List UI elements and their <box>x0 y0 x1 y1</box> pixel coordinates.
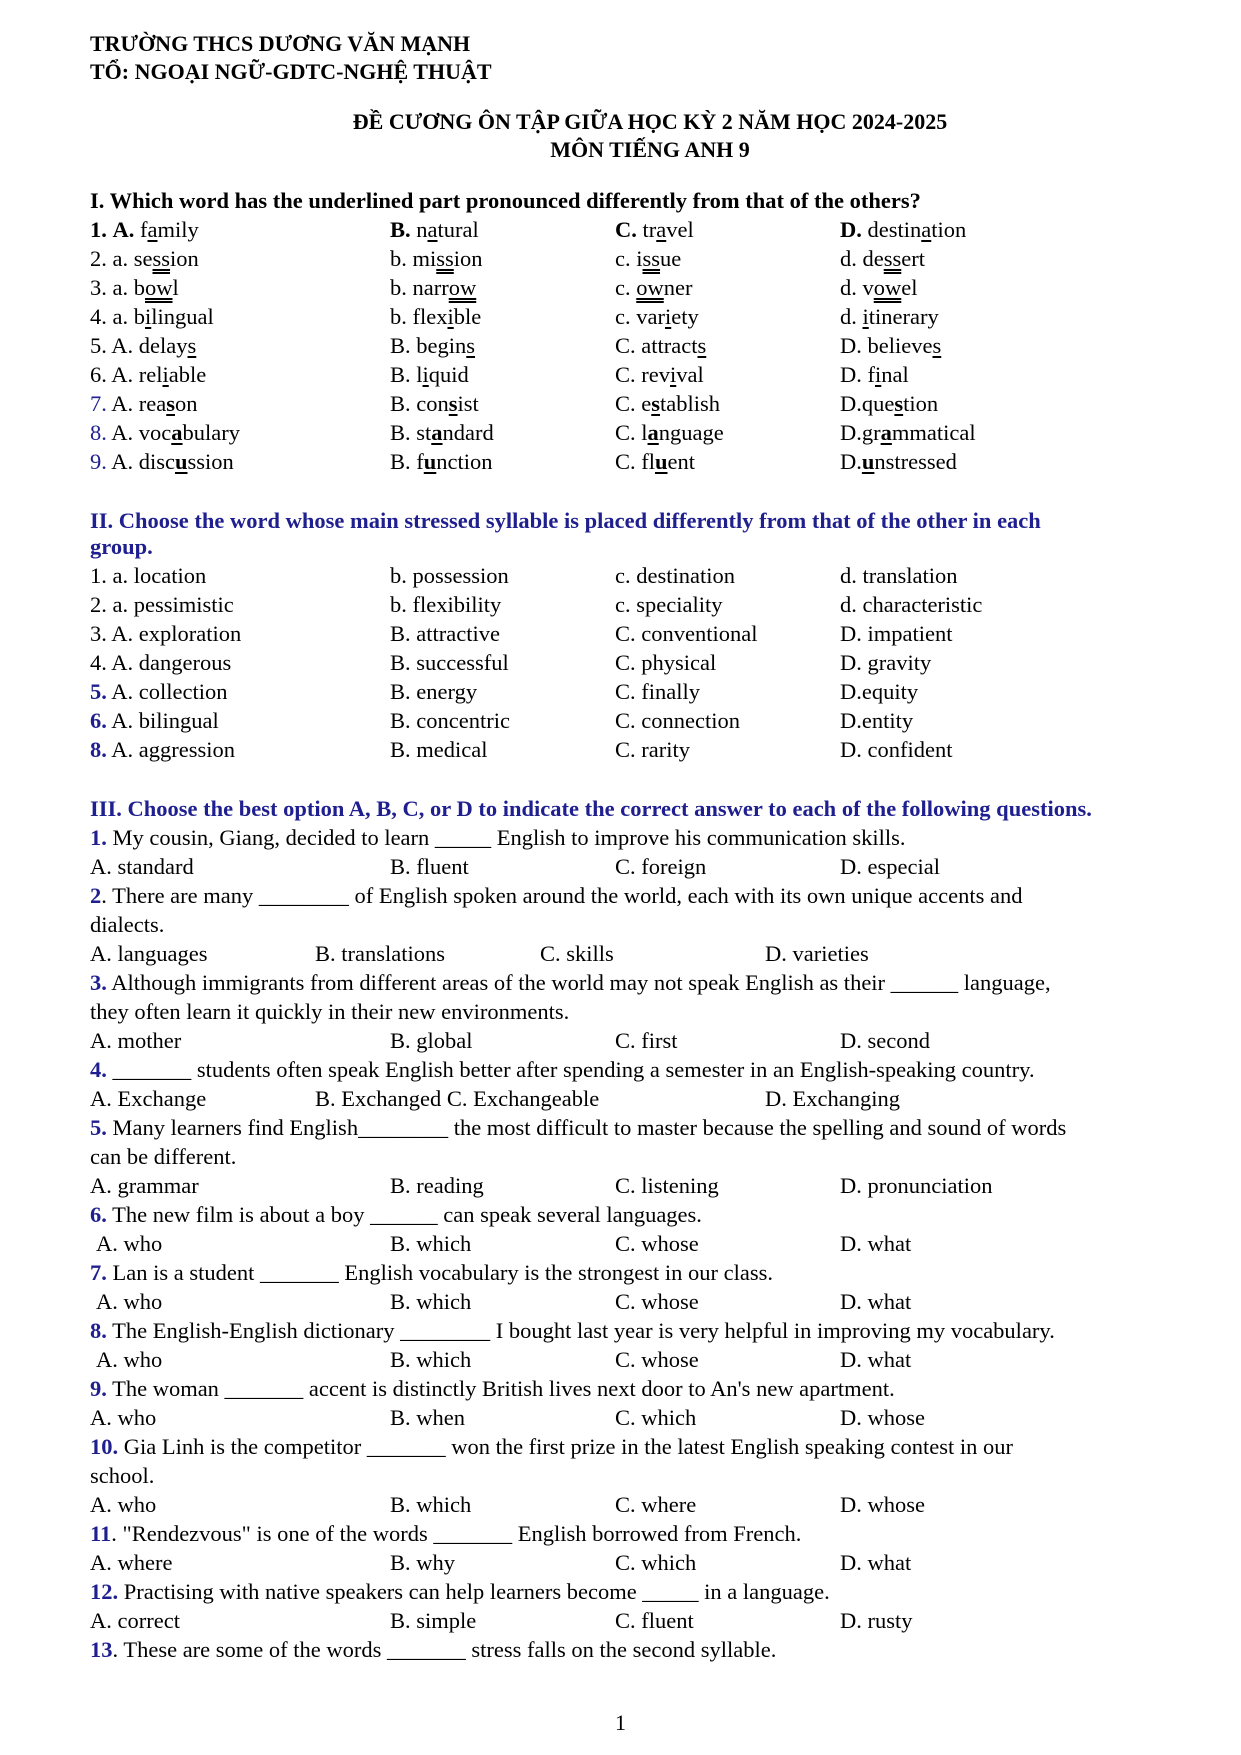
answer-option[interactable]: C. which <box>615 1550 697 1575</box>
question-number: 4. <box>90 650 107 675</box>
option-c: C. revival <box>615 362 704 387</box>
section-1-row <box>90 389 1210 418</box>
question-text-cont <box>90 1461 1210 1490</box>
underlined-part: i <box>862 304 869 329</box>
option-b: b. flexible <box>390 304 482 329</box>
option-letter: C. <box>615 449 636 474</box>
question-text <box>90 1577 1210 1606</box>
option-letter: a. <box>112 304 129 329</box>
underlined-part: ow <box>873 275 902 300</box>
option-d: D.question <box>840 391 939 416</box>
option-d: d. vowel <box>840 275 918 300</box>
answer-options <box>90 1606 1210 1635</box>
underlined-part: i <box>422 362 429 387</box>
option-letter: B. <box>390 391 411 416</box>
option-d: D. gravity <box>840 650 932 675</box>
answer-option[interactable]: B. translations <box>315 941 445 966</box>
answer-option[interactable]: C. whose <box>615 1231 699 1256</box>
question-text <box>90 1374 1210 1403</box>
answer-option[interactable]: D. what <box>840 1289 912 1314</box>
option-a: 6. A. reliable <box>90 362 207 387</box>
underlined-part: s <box>697 333 707 358</box>
section-2-row <box>90 677 1210 706</box>
answer-option[interactable]: D. Exchanging <box>765 1086 900 1111</box>
answer-options <box>90 1548 1210 1577</box>
answer-option[interactable]: A. who <box>96 1231 163 1256</box>
question-number: 1. <box>90 825 107 850</box>
option-letter: D. <box>840 449 862 474</box>
underlined-part: a <box>147 217 158 242</box>
underlined-part: ow <box>636 275 664 300</box>
option-letter: A. <box>112 217 135 242</box>
answer-options <box>90 1026 1210 1055</box>
option-d: D.grammatical <box>840 420 976 445</box>
underlined-part: i <box>162 362 169 387</box>
question-number: 5. <box>90 333 107 358</box>
section-1-row <box>90 215 1210 244</box>
option-a <box>90 590 234 619</box>
option-letter: c. <box>615 246 631 271</box>
question-number: 11 <box>90 1521 112 1546</box>
answer-options <box>90 1084 1210 1113</box>
answer-option[interactable]: B. fluent <box>390 854 469 879</box>
question-number: 7. <box>90 1260 107 1285</box>
option-c: C. connection <box>615 708 740 733</box>
option-text: A. aggression <box>111 737 235 762</box>
answer-option[interactable]: A. who <box>96 1289 163 1314</box>
answer-options <box>90 1287 1210 1316</box>
answer-option[interactable]: D. rusty <box>840 1608 913 1633</box>
section-1-row <box>90 273 1210 302</box>
answer-option[interactable]: D. what <box>840 1550 912 1575</box>
option-letter: C. <box>615 391 636 416</box>
answer-option[interactable]: A. who <box>90 1405 157 1430</box>
underlined-part: s <box>448 391 458 416</box>
section-1-row <box>90 302 1210 331</box>
underlined-part: s <box>187 333 197 358</box>
answer-option[interactable]: A. standard <box>90 854 194 879</box>
option-c: c. owner <box>615 275 693 300</box>
underlined-part: a <box>647 420 659 445</box>
underlined-part: ow <box>448 275 477 300</box>
underlined-part: s <box>166 391 175 416</box>
section-2-row <box>90 648 1210 677</box>
section-2-row <box>90 735 1210 764</box>
option-text: a. location <box>112 563 207 588</box>
option-a: 2. a. session <box>90 246 199 271</box>
answer-options <box>90 1490 1210 1519</box>
option-d: D. confident <box>840 737 953 762</box>
document-page <box>90 30 1210 1664</box>
option-d: d. characteristic <box>840 592 983 617</box>
option-a: 4. a. bilingual <box>90 304 214 329</box>
option-a <box>90 619 241 648</box>
answer-option[interactable]: A. languages <box>90 941 208 966</box>
answer-option[interactable]: C. whose <box>615 1347 699 1372</box>
underlined-part: a <box>427 217 438 242</box>
question-line: Practising with native speakers can help learners become _____ in a language. <box>123 1579 830 1604</box>
document-subtitle: MÔN TIẾNG ANH 9 <box>550 137 750 162</box>
answer-options <box>90 1229 1210 1258</box>
answer-option[interactable]: B. which <box>390 1289 472 1314</box>
option-c: C. physical <box>615 650 717 675</box>
answer-options <box>90 939 1210 968</box>
answer-option[interactable]: A. Exchange <box>90 1086 207 1111</box>
question-line: school. <box>90 1463 155 1488</box>
option-a: 8. A. vocabulary <box>90 420 240 445</box>
option-a: 1. A. family <box>90 217 199 242</box>
question-line: dialects. <box>90 912 165 937</box>
answer-option[interactable]: B. which <box>390 1347 472 1372</box>
page-number: 1 <box>615 1710 626 1735</box>
question-text <box>90 1432 1210 1461</box>
option-b: b. possession <box>390 563 509 588</box>
section-2-row <box>90 590 1210 619</box>
option-letter: A. <box>111 362 134 387</box>
underlined-part: u <box>655 449 668 474</box>
option-c: c. destination <box>615 563 735 588</box>
underlined-part: i <box>447 304 454 329</box>
option-text: A. dangerous <box>111 650 232 675</box>
option-b: B. liquid <box>390 362 469 387</box>
option-letter: D. <box>840 217 862 242</box>
question-text <box>90 968 1210 997</box>
answer-option[interactable]: A. grammar <box>90 1173 199 1198</box>
option-d: D. final <box>840 362 909 387</box>
section-3-list <box>90 823 1210 1664</box>
underlined-part: ss <box>642 246 661 271</box>
option-d: d. itinerary <box>840 304 939 329</box>
answer-option[interactable]: A. where <box>90 1550 173 1575</box>
option-d: d. translation <box>840 563 958 588</box>
underlined-part: ss <box>883 246 902 271</box>
section-2-row <box>90 561 1210 590</box>
question-line: can be different. <box>90 1144 237 1169</box>
option-letter: b. <box>390 275 407 300</box>
answer-option[interactable]: A. correct <box>90 1608 180 1633</box>
question-number: 5. <box>90 1115 107 1140</box>
answer-option[interactable]: B. reading <box>390 1173 484 1198</box>
option-b: b. narrow <box>390 275 477 300</box>
underlined-part: i <box>875 362 882 387</box>
option-d: D. believes <box>840 333 942 358</box>
question-number: 4. <box>90 304 107 329</box>
option-a <box>90 561 206 590</box>
question-line: _______ students often speak English better after spending a semester in an English-speaking country. <box>112 1057 1035 1082</box>
question-number: 4. <box>90 1057 107 1082</box>
question-text <box>90 1316 1210 1345</box>
question-number: 6. <box>90 708 107 733</box>
answer-option[interactable]: B. Exchanged C. Exchangeable <box>315 1086 600 1111</box>
question-text-cont <box>90 910 1210 939</box>
underlined-part: ss <box>436 246 454 271</box>
question-line: Many learners find English________ the most difficult to master because the spelling and sound of words <box>112 1115 1067 1140</box>
answer-option[interactable]: C. skills <box>540 941 614 966</box>
question-number: 6. <box>90 362 107 387</box>
option-d: D.entity <box>840 708 914 733</box>
option-d: D. impatient <box>840 621 953 646</box>
question-line: The new film is about a boy ______ can speak several languages. <box>112 1202 702 1227</box>
option-letter: A. <box>111 420 134 445</box>
answer-option[interactable]: C. where <box>615 1492 697 1517</box>
option-letter: d. <box>840 275 857 300</box>
option-a <box>90 706 219 735</box>
underlined-part: i <box>145 304 152 329</box>
question-number: 2. <box>90 246 107 271</box>
option-b: B. medical <box>390 737 488 762</box>
option-a: 7. A. reason <box>90 391 198 416</box>
underlined-part: s <box>894 391 904 416</box>
option-letter: c. <box>615 275 631 300</box>
option-c: c. speciality <box>615 592 723 617</box>
question-line: . "Rendezvous" is one of the words _______ English borrowed from French. <box>111 1521 802 1546</box>
answer-option[interactable]: C. fluent <box>615 1608 694 1633</box>
answer-option[interactable]: D. whose <box>840 1405 925 1430</box>
question-number: 3. <box>90 275 107 300</box>
question-line: My cousin, Giang, decided to learn _____ English to improve his communication skills. <box>112 825 906 850</box>
answer-option[interactable]: D. what <box>840 1231 912 1256</box>
school-name: TRƯỜNG THCS DƯƠNG VĂN MẠNH <box>90 31 471 56</box>
question-number: 2. <box>90 592 107 617</box>
section-1-row <box>90 447 1210 476</box>
option-a <box>90 677 227 706</box>
question-number: 5. <box>90 679 107 704</box>
question-number: 10. <box>90 1434 119 1459</box>
option-b: B. concentric <box>390 708 510 733</box>
question-line: . There are many ________ of English spoken around the world, each with its own unique accents and <box>101 883 1023 908</box>
question-number: 2 <box>90 883 102 908</box>
option-b: B. attractive <box>390 621 500 646</box>
question-line: The English-English dictionary ________ I bought last year is very helpful in improving my vocabulary. <box>112 1318 1055 1343</box>
underlined-part: s <box>651 391 661 416</box>
option-letter: d. <box>840 304 857 329</box>
option-letter: b. <box>390 246 407 271</box>
answer-option[interactable]: B. global <box>390 1028 473 1053</box>
answer-option[interactable]: C. whose <box>615 1289 699 1314</box>
answer-option[interactable]: C. which <box>615 1405 697 1430</box>
question-number: 13 <box>90 1637 113 1662</box>
section-1-row <box>90 360 1210 389</box>
question-line: Gia Linh is the competitor _______ won the first prize in the latest English speaking contest in our <box>123 1434 1013 1459</box>
option-d: D.equity <box>840 679 919 704</box>
option-letter: A. <box>111 333 134 358</box>
question-number: 3. <box>90 970 107 995</box>
option-b: B. function <box>390 449 493 474</box>
question-text <box>90 1635 1210 1664</box>
question-number: 9. <box>90 1376 107 1401</box>
option-letter: B. <box>390 333 411 358</box>
section-3-heading: III. Choose the best option A, B, C, or D to indicate the correct answer to each of the following questions. <box>90 796 1092 821</box>
option-c: C. travel <box>615 217 694 242</box>
answer-option[interactable]: C. listening <box>615 1173 719 1198</box>
option-c: C. language <box>615 420 724 445</box>
answer-option[interactable]: D. pronunciation <box>840 1173 993 1198</box>
option-b: B. begins <box>390 333 476 358</box>
option-letter: c. <box>615 304 631 329</box>
question-number: 8. <box>90 420 107 445</box>
question-line: Although immigrants from different areas of the world may not speak English as their ______ language, <box>111 970 1051 995</box>
underlined-part: s <box>932 333 942 358</box>
answer-option[interactable]: C. first <box>615 1028 678 1053</box>
option-letter: C. <box>615 420 636 445</box>
question-number: 8. <box>90 737 107 762</box>
option-b: B. standard <box>390 420 494 445</box>
question-text <box>90 881 1210 910</box>
question-text <box>90 1258 1210 1287</box>
question-number: 1. <box>90 217 107 242</box>
option-b: B. successful <box>390 650 509 675</box>
answer-option[interactable]: B. which <box>390 1492 472 1517</box>
option-text: a. pessimistic <box>112 592 234 617</box>
option-c: c. variety <box>615 304 699 329</box>
question-number: 8. <box>90 1318 107 1343</box>
question-number: 9. <box>90 449 107 474</box>
underlined-part: u <box>423 449 437 474</box>
option-letter: A. <box>111 391 134 416</box>
option-letter: D. <box>840 333 862 358</box>
department-name: TỔ: NGOẠI NGỮ-GDTC-NGHỆ THUẬT <box>90 59 492 84</box>
question-text <box>90 1519 1210 1548</box>
option-text: A. bilingual <box>111 708 219 733</box>
answer-option[interactable]: D. varieties <box>765 941 869 966</box>
underlined-part: ow <box>145 275 173 300</box>
option-c: C. establish <box>615 391 721 416</box>
option-letter: D. <box>840 362 862 387</box>
option-b: B. energy <box>390 679 478 704</box>
option-letter: B. <box>390 449 411 474</box>
option-d: D. destination <box>840 217 967 242</box>
underlined-part: u <box>175 449 188 474</box>
option-a: 5. A. delays <box>90 333 197 358</box>
option-c: c. issue <box>615 246 682 271</box>
option-a <box>90 648 231 677</box>
section-2-row <box>90 706 1210 735</box>
answer-option[interactable]: D. especial <box>840 854 940 879</box>
underlined-part: s <box>466 333 476 358</box>
option-letter: B. <box>390 420 411 445</box>
answer-option[interactable]: B. when <box>390 1405 465 1430</box>
question-text <box>90 1200 1210 1229</box>
option-b: B. natural <box>390 217 479 242</box>
option-a <box>90 735 235 764</box>
underlined-part: a <box>880 420 892 445</box>
section-1-heading: I. Which word has the underlined part pronounced differently from that of the others? <box>90 188 921 213</box>
section-1-row <box>90 418 1210 447</box>
section-1-row <box>90 331 1210 360</box>
option-c: C. attracts <box>615 333 707 358</box>
underlined-part: a <box>171 420 183 445</box>
option-letter: d. <box>840 246 857 271</box>
question-number: 12. <box>90 1579 119 1604</box>
option-d: D.unstressed <box>840 449 957 474</box>
question-number: 3. <box>90 621 107 646</box>
option-letter: C. <box>615 362 636 387</box>
option-c: C. conventional <box>615 621 758 646</box>
answer-option[interactable]: B. why <box>390 1550 456 1575</box>
question-number: 6. <box>90 1202 107 1227</box>
option-letter: B. <box>390 362 411 387</box>
answer-options <box>90 1345 1210 1374</box>
option-letter: a. <box>112 246 129 271</box>
answer-options <box>90 1171 1210 1200</box>
option-letter: b. <box>390 304 407 329</box>
option-c: C. fluent <box>615 449 696 474</box>
option-letter: C. <box>615 217 637 242</box>
answer-option[interactable]: A. mother <box>90 1028 182 1053</box>
underlined-part: i <box>664 304 672 329</box>
question-line: . These are some of the words _______ stress falls on the second syllable. <box>112 1637 777 1662</box>
section-2-row <box>90 619 1210 648</box>
question-text <box>90 1113 1210 1142</box>
option-letter: D. <box>840 420 862 445</box>
question-text-cont <box>90 997 1210 1026</box>
option-letter: D. <box>840 391 862 416</box>
question-text <box>90 823 1210 852</box>
option-b: B. consist <box>390 391 479 416</box>
answer-option[interactable]: B. which <box>390 1231 472 1256</box>
underlined-part: u <box>861 449 875 474</box>
option-a: 3. a. bowl <box>90 275 179 300</box>
answer-options <box>90 852 1210 881</box>
question-text-cont <box>90 1142 1210 1171</box>
underlined-part: a <box>431 420 443 445</box>
question-number: 7. <box>90 391 107 416</box>
option-text: A. collection <box>111 679 228 704</box>
option-a: 9. A. discussion <box>90 449 234 474</box>
option-letter: A. <box>111 449 134 474</box>
answer-option[interactable]: D. what <box>840 1347 912 1372</box>
answer-option[interactable]: C. foreign <box>615 854 707 879</box>
answer-option[interactable]: B. simple <box>390 1608 477 1633</box>
underlined-part: a <box>921 217 932 242</box>
section-1-list <box>90 215 1210 476</box>
question-text <box>90 1055 1210 1084</box>
answer-options <box>90 1403 1210 1432</box>
answer-option[interactable]: A. who <box>96 1347 163 1372</box>
option-letter: B. <box>390 217 411 242</box>
section-2-list <box>90 561 1210 764</box>
underlined-part: a <box>656 217 667 242</box>
option-c: C. rarity <box>615 737 690 762</box>
option-d: d. dessert <box>840 246 925 271</box>
answer-option[interactable]: D. second <box>840 1028 930 1053</box>
answer-option[interactable]: D. whose <box>840 1492 925 1517</box>
option-b: b. mission <box>390 246 483 271</box>
answer-option[interactable]: A. who <box>90 1492 157 1517</box>
option-b: b. flexibility <box>390 592 502 617</box>
document-title: ĐỀ CƯƠNG ÔN TẬP GIỮA HỌC KỲ 2 NĂM HỌC 2024-2025 <box>352 109 948 134</box>
section-2-heading: II. Choose the word whose main stressed syllable is placed differently from that of the other in each <box>90 508 1041 533</box>
option-text: A. exploration <box>111 621 242 646</box>
question-number: 1. <box>90 563 107 588</box>
section-2-heading-cont: group. <box>90 534 153 559</box>
option-letter: C. <box>615 333 636 358</box>
underlined-part: ss <box>152 246 171 271</box>
option-letter: a. <box>112 275 129 300</box>
question-line: they often learn it quickly in their new environments. <box>90 999 570 1024</box>
underlined-part: i <box>670 362 677 387</box>
question-line: Lan is a student _______ English vocabulary is the strongest in our class. <box>112 1260 774 1285</box>
section-1-row <box>90 244 1210 273</box>
question-line: The woman _______ accent is distinctly British lives next door to An's new apartment. <box>112 1376 895 1401</box>
option-c: C. finally <box>615 679 700 704</box>
